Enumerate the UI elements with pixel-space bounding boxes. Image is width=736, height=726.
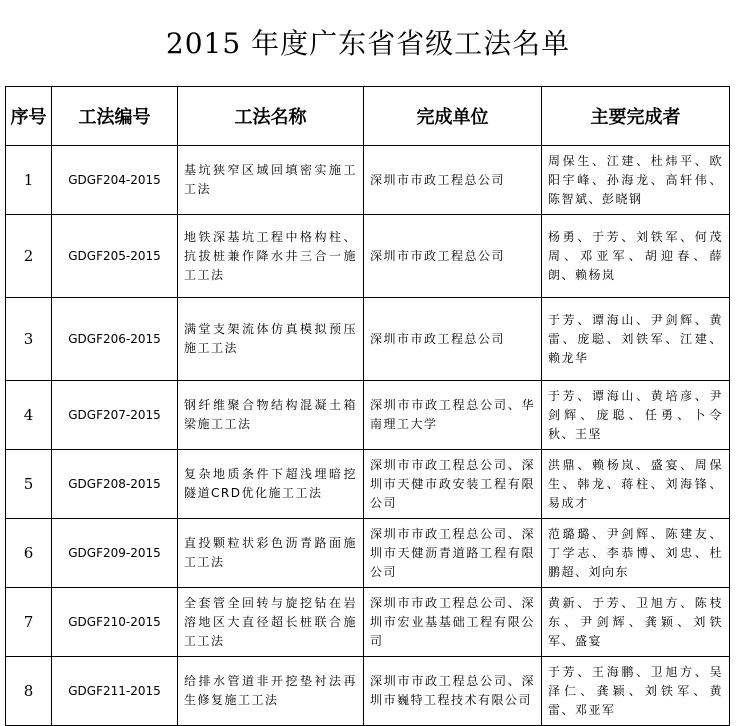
cell-seq: 4	[6, 381, 52, 450]
cell-code: GDGF204-2015	[52, 146, 178, 215]
cell-people: 于芳、王海鹏、卫旭方、吴泽仁、龚颖、刘铁军、黄雷、邓亚军	[542, 657, 730, 726]
cell-name: 地铁深基坑工程中格构柱、抗拔桩兼作降水井三合一施工工法	[178, 215, 364, 298]
page-title: 2015 年度广东省省级工法名单	[165, 27, 571, 60]
cell-name: 钢纤维聚合物结构混凝土箱梁施工工法	[178, 381, 364, 450]
cell-people: 于芳、谭海山、尹剑辉、黄雷、庞聪、刘铁军、江建、赖龙华	[542, 298, 730, 381]
cell-code: GDGF208-2015	[52, 450, 178, 519]
cell-seq: 7	[6, 588, 52, 657]
cell-unit: 深圳市市政工程总公司、深圳市巍特工程技术有限公司	[364, 657, 542, 726]
cell-name: 给排水管道非开挖垫衬法再生修复施工工法	[178, 657, 364, 726]
header-name: 工法名称	[178, 87, 364, 146]
cell-people: 范璐璐、尹剑辉、陈建友、丁学志、李恭博、刘忠、杜鹏超、刘向东	[542, 519, 730, 588]
table-row	[6, 450, 730, 519]
header-code: 工法编号	[52, 87, 178, 146]
table-row	[6, 298, 730, 381]
cell-name: 全套管全回转与旋挖钻在岩溶地区大直径超长桩联合施工工法	[178, 588, 364, 657]
cell-people: 黄新、于芳、卫旭方、陈枝东、尹剑辉、龚颖、刘铁军、盛宴	[542, 588, 730, 657]
cell-seq: 8	[6, 657, 52, 726]
cell-seq: 2	[6, 215, 52, 298]
cell-seq: 6	[6, 519, 52, 588]
table-row	[6, 381, 730, 450]
cell-code: GDGF209-2015	[52, 519, 178, 588]
method-list-table	[5, 86, 730, 726]
cell-code: GDGF210-2015	[52, 588, 178, 657]
cell-code: GDGF207-2015	[52, 381, 178, 450]
table-row	[6, 588, 730, 657]
table-row	[6, 146, 730, 215]
cell-code: GDGF205-2015	[52, 215, 178, 298]
table-row	[6, 519, 730, 588]
cell-code: GDGF206-2015	[52, 298, 178, 381]
cell-people: 洪鼎、赖杨岚、盛宴、周保生、韩龙、蒋柱、刘海锋、易成才	[542, 450, 730, 519]
table-header-row	[6, 87, 730, 146]
cell-unit: 深圳市市政工程总公司、深圳市天健市政安装工程有限公司	[364, 450, 542, 519]
table-row	[6, 215, 730, 298]
cell-unit: 深圳市市政工程总公司	[364, 298, 542, 381]
cell-seq: 3	[6, 298, 52, 381]
cell-name: 直投颗粒状彩色沥青路面施工工法	[178, 519, 364, 588]
cell-unit: 深圳市市政工程总公司	[364, 146, 542, 215]
header-unit: 完成单位	[364, 87, 542, 146]
cell-name: 复杂地质条件下超浅埋暗挖隧道CRD优化施工工法	[178, 450, 364, 519]
header-seq: 序号	[6, 87, 52, 146]
cell-people: 于芳、谭海山、黄培彦、尹剑辉、庞聪、任勇、卜令秋、王坚	[542, 381, 730, 450]
cell-name: 满堂支架流体仿真模拟预压施工工法	[178, 298, 364, 381]
cell-seq: 5	[6, 450, 52, 519]
cell-code: GDGF211-2015	[52, 657, 178, 726]
cell-unit: 深圳市市政工程总公司	[364, 215, 542, 298]
header-people: 主要完成者	[542, 87, 730, 146]
cell-people: 杨勇、于芳、刘铁军、何茂周、邓亚军、胡迎春、薛朗、赖杨岚	[542, 215, 730, 298]
table-row	[6, 657, 730, 726]
cell-name: 基坑狭窄区域回填密实施工工法	[178, 146, 364, 215]
cell-unit: 深圳市市政工程总公司、深圳市宏业基基础工程有限公司	[364, 588, 542, 657]
cell-people: 周保生、江建、杜炜平、欧阳宇峰、孙海龙、高轩伟、陈智斌、彭晓钢	[542, 146, 730, 215]
cell-seq: 1	[6, 146, 52, 215]
cell-unit: 深圳市市政工程总公司、华南理工大学	[364, 381, 542, 450]
cell-unit: 深圳市市政工程总公司、深圳市天健沥青道路工程有限公司	[364, 519, 542, 588]
